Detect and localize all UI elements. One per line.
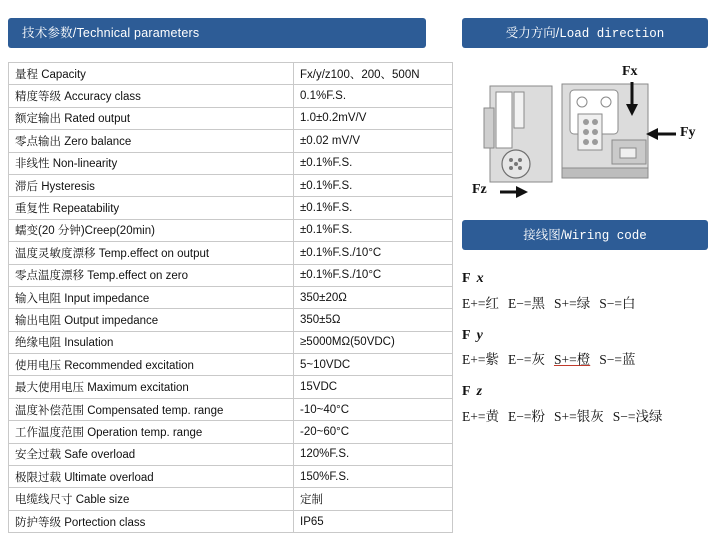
- parameter-value: 350±20Ω: [294, 286, 453, 308]
- technical-parameters-table: [8, 62, 453, 533]
- wiring-segment: E+=黄: [462, 408, 499, 424]
- wiring-code-header-wrap: [462, 220, 708, 250]
- parameter-value: ±0.1%F.S./10°C: [294, 264, 453, 286]
- wiring-code-list: [462, 268, 708, 428]
- wiring-code-header-cn: 接线图/: [523, 228, 565, 242]
- table-row: [9, 152, 453, 174]
- parameter-value: 15VDC: [294, 376, 453, 398]
- parameter-value: ±0.1%F.S.: [294, 219, 453, 241]
- wiring-axis-letter: F: [462, 384, 471, 400]
- fx-label: Fx: [622, 64, 638, 79]
- parameter-name: 安全过载 Safe overload: [9, 443, 294, 465]
- wiring-colors-line: [462, 350, 708, 371]
- table-row: [9, 63, 453, 85]
- parameter-name: 滞后 Hysteresis: [9, 174, 294, 196]
- technical-parameters-section: [8, 18, 426, 533]
- parameter-value: -10~40°C: [294, 398, 453, 420]
- wiring-segment: E−=灰: [507, 352, 545, 368]
- parameter-name: 零点输出 Zero balance: [9, 130, 294, 152]
- load-direction-header-en: Load direction: [559, 27, 665, 41]
- parameter-name: 额定输出 Rated output: [9, 107, 294, 129]
- wiring-code-header-en: Wiring code: [564, 229, 647, 243]
- table-row: [9, 443, 453, 465]
- wiring-segment: E−=粉: [507, 408, 545, 424]
- table-row: [9, 264, 453, 286]
- table-row: [9, 510, 453, 532]
- parameter-name: 重复性 Repeatability: [9, 197, 294, 219]
- parameter-value: 0.1%F.S.: [294, 85, 453, 107]
- load-direction-header: [462, 18, 708, 48]
- wiring-group: [462, 325, 708, 372]
- parameter-value: 350±5Ω: [294, 309, 453, 331]
- wiring-axis-label: [462, 381, 708, 403]
- table-row: [9, 331, 453, 353]
- table-row: [9, 488, 453, 510]
- wiring-code-header: [462, 220, 708, 250]
- technical-parameters-header: 技术参数/Technical parameters: [8, 18, 426, 48]
- parameter-value: ±0.1%F.S.: [294, 174, 453, 196]
- table-row: [9, 197, 453, 219]
- parameter-value: ±0.1%F.S.: [294, 197, 453, 219]
- table-row: [9, 466, 453, 488]
- wiring-segment: E+=红: [462, 295, 499, 311]
- wiring-segment: S−=浅绿: [612, 408, 663, 424]
- parameter-value: 120%F.S.: [294, 443, 453, 465]
- wiring-axis-subscript: x: [476, 271, 484, 286]
- parameter-value: 1.0±0.2mV/V: [294, 107, 453, 129]
- load-direction-header-cn: 受力方向/: [505, 26, 560, 40]
- wiring-axis-subscript: z: [476, 384, 483, 400]
- parameter-name: 防护等级 Portection class: [9, 510, 294, 532]
- right-column: [462, 18, 708, 438]
- parameter-value: ±0.1%F.S.: [294, 152, 453, 174]
- parameter-value: ±0.1%F.S./10°C: [294, 242, 453, 264]
- wiring-axis-letter: F: [462, 271, 471, 286]
- wiring-axis-subscript: y: [476, 327, 483, 343]
- wiring-group: [462, 268, 708, 315]
- parameter-value: 定制: [294, 488, 453, 510]
- table-row: [9, 376, 453, 398]
- wiring-group: [462, 381, 708, 428]
- table-row: [9, 354, 453, 376]
- parameter-value: Fx/y/z100、200、500N: [294, 63, 453, 85]
- table-row: [9, 286, 453, 308]
- table-row: [9, 85, 453, 107]
- wiring-segment: E−=黑: [507, 295, 545, 311]
- sensor-diagram-icon: [462, 64, 708, 204]
- wiring-segment: S+=银灰: [553, 408, 604, 424]
- parameter-value: ≥5000MΩ(50VDC): [294, 331, 453, 353]
- wiring-segment: S+=橙: [553, 352, 591, 368]
- parameter-name: 量程 Capacity: [9, 63, 294, 85]
- wiring-axis-label: [462, 268, 708, 290]
- parameter-name: 输入电阻 Input impedance: [9, 286, 294, 308]
- table-row: [9, 421, 453, 443]
- parameter-name: 绝缘电阻 Insulation: [9, 331, 294, 353]
- parameter-name: 极限过载 Ultimate overload: [9, 466, 294, 488]
- parameter-value: 5~10VDC: [294, 354, 453, 376]
- parameter-name: 温度灵敏度漂移 Temp.effect on output: [9, 242, 294, 264]
- parameter-name: 输出电阻 Output impedance: [9, 309, 294, 331]
- table-row: [9, 219, 453, 241]
- table-row: [9, 130, 453, 152]
- fy-label: Fy: [680, 125, 696, 140]
- table-row: [9, 174, 453, 196]
- wiring-segment: S−=蓝: [599, 352, 636, 368]
- wiring-colors-line: [462, 407, 708, 428]
- parameter-name: 蠕变(20 分钟)Creep(20min): [9, 219, 294, 241]
- table-row: [9, 398, 453, 420]
- parameter-name: 温度补偿范围 Compensated temp. range: [9, 398, 294, 420]
- table-row: [9, 107, 453, 129]
- parameter-name: 零点温度漂移 Temp.effect on zero: [9, 264, 294, 286]
- table-row: [9, 309, 453, 331]
- wiring-segment: E+=紫: [462, 352, 499, 368]
- parameter-name: 电缆线尺寸 Cable size: [9, 488, 294, 510]
- fz-label: Fz: [472, 182, 487, 197]
- parameter-value: -20~60°C: [294, 421, 453, 443]
- parameter-value: IP65: [294, 510, 453, 532]
- wiring-segment: S−=白: [599, 295, 636, 311]
- parameter-value: ±0.02 mV/V: [294, 130, 453, 152]
- parameter-name: 最大使用电压 Maximum excitation: [9, 376, 294, 398]
- load-direction-figure: [462, 64, 708, 204]
- parameter-value: 150%F.S.: [294, 466, 453, 488]
- wiring-segment: S+=绿: [553, 295, 591, 311]
- parameter-name: 工作温度范围 Operation temp. range: [9, 421, 294, 443]
- parameter-name: 非线性 Non-linearity: [9, 152, 294, 174]
- wiring-axis-letter: F: [462, 327, 471, 343]
- parameter-name: 使用电压 Recommended excitation: [9, 354, 294, 376]
- parameter-name: 精度等级 Accuracy class: [9, 85, 294, 107]
- wiring-colors-line: [462, 294, 708, 315]
- table-row: [9, 242, 453, 264]
- wiring-axis-label: [462, 325, 708, 347]
